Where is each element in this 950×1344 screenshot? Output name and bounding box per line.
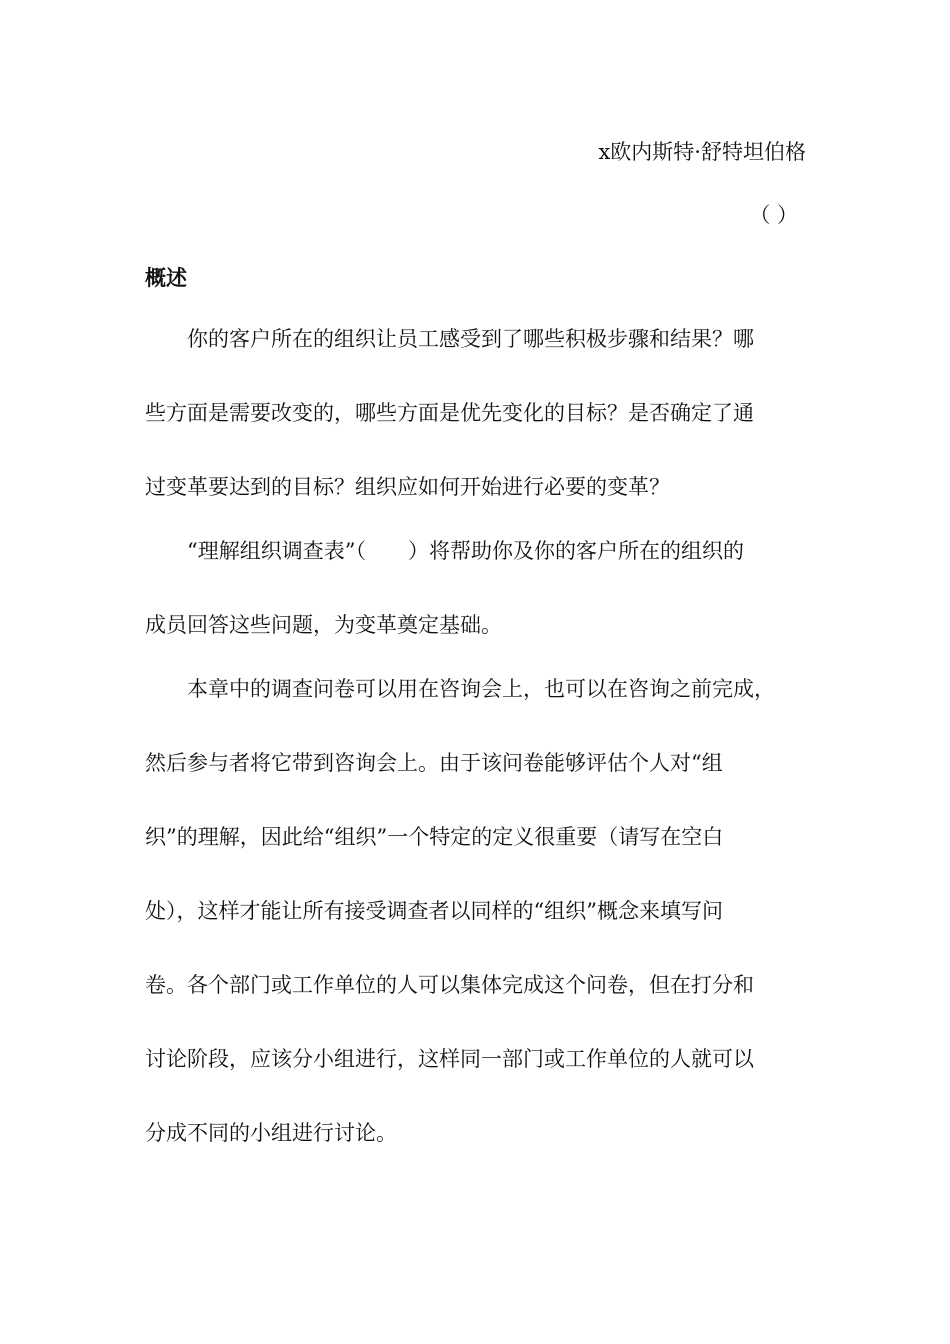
parenthetical-note: （ ）: [749, 203, 798, 227]
paragraph-line: 处），这样才能让所有接受调查者以同样的“组织”概念来填写问: [145, 899, 723, 923]
paragraph-line: 过变革要达到的目标？组织应如何开始进行必要的变革？: [145, 475, 670, 499]
paragraph-line: 本章中的调查问卷可以用在咨询会上，也可以在咨询之前完成，: [187, 677, 775, 701]
paragraph-line: 些方面是需要改变的，哪些方面是优先变化的目标？是否确定了通: [145, 401, 754, 425]
paragraph-2: [145, 535, 805, 673]
paragraph-line: 卷。各个部门或工作单位的人可以集体完成这个问卷，但在打分和: [145, 973, 754, 997]
paragraph-line: 你的客户所在的组织让员工感受到了哪些积极步骤和结果？哪: [187, 327, 754, 351]
paragraph-1: [145, 323, 805, 535]
paragraph-3: [145, 673, 805, 1191]
paragraph-line: 织”的理解，因此给“组织”一个特定的定义很重要（请写在空白: [145, 825, 724, 849]
author-name: x欧内斯特·舒特坦伯格: [598, 140, 806, 164]
paragraph-line: 分成不同的小组进行讨论。: [145, 1121, 397, 1145]
section-heading: 概述: [145, 265, 187, 290]
paragraph-line: “理解组织调查表”（ ）将帮助你及你的客户所在的组织的: [187, 539, 744, 563]
paragraph-line: 成员回答这些问题，为变革奠定基础。: [145, 613, 502, 637]
paragraph-line: 然后参与者将它带到咨询会上。由于该问卷能够评估个人对“组: [145, 751, 723, 775]
paragraph-line: 讨论阶段，应该分小组进行，这样同一部门或工作单位的人就可以: [145, 1047, 754, 1071]
